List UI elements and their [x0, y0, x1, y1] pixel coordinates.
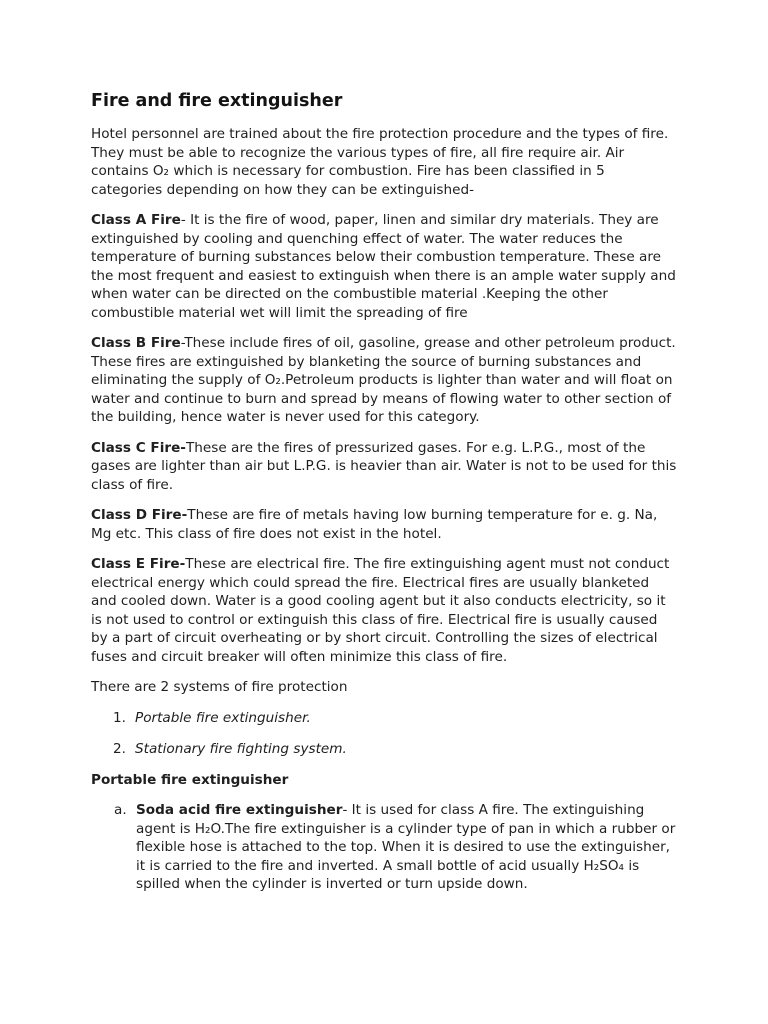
class-c-term: Class C Fire- [91, 439, 186, 456]
portable-item-text: - It is used for class A fire. The extinguishing agent is H₂O.The fire extinguisher is a cylinder type of pan in which a rubber or flexible hose is attached to the top. When it is desired to use the extinguisher, it is carried to the fire and inverted. A small bottle of acid usually H₂SO₄ is spilled when the cylinder is inverted or turn upside down. [136, 802, 676, 892]
systems-intro: There are 2 systems of fire protection [91, 679, 348, 695]
class-e-term: Class E Fire- [91, 556, 186, 572]
document-title: Fire and fire extinguisher [91, 91, 343, 111]
list-number: 1. [113, 709, 126, 726]
class-d-term: Class D Fire- [91, 507, 188, 523]
list-text: Portable fire extinguisher. [135, 709, 311, 726]
class-d-paragraph [91, 506, 678, 543]
class-e-paragraph [91, 555, 678, 666]
systems-list [91, 709, 678, 759]
list-item [113, 740, 678, 759]
list-text: Stationary fire fighting system. [135, 740, 347, 757]
portable-item-term: Soda acid fire extinguisher [136, 802, 343, 818]
class-b-text: -These include fires of oil, gasoline, grease and other petroleum product. These fires are extinguished by blanketing the source of burning substances and eliminating the supply of O₂.Petroleum products is lighter than water and will float on water and continue to burn and spread by means of flowing water to other section of the building, hence water is never used for this category. [91, 335, 676, 425]
portable-list [91, 801, 678, 894]
list-letter: a. [114, 802, 127, 818]
class-d-text: These are fire of metals having low burning temperature for e. g. Na, Mg etc. This class of fire does not exist in the hotel. [91, 507, 658, 542]
class-b-paragraph [91, 334, 678, 427]
list-item [114, 801, 678, 894]
class-e-text: These are electrical fire. The fire extinguishing agent must not conduct electrical energy which could spread the fire. Electrical fires are usually blanketed and cooled down. Water is a good cooling agent but it also conducts electricity, so it is not used to control or extinguish this class of fire. Electrical fire is usually caused by a part of circuit overheating or by short circuit. Controlling the sizes of electrical fuses and circuit breaker will often minimize this class of fire. [91, 556, 670, 665]
class-c-text: These are the fires of pressurized gases. For e.g. L.P.G., most of the gases are lighter than air but L.P.G. is heavier than air. Water is not to be used for this class of fire. [91, 439, 677, 493]
list-item [113, 709, 678, 728]
list-number: 2. [113, 740, 126, 757]
class-a-paragraph [91, 211, 678, 322]
class-a-term: Class A Fire [91, 212, 181, 228]
class-b-term: Class B Fire [91, 335, 181, 351]
portable-heading: Portable fire extinguisher [91, 771, 289, 788]
list-body [136, 801, 678, 894]
class-c-paragraph [91, 439, 678, 495]
intro-paragraph: Hotel personnel are trained about the fire protection procedure and the types of fire. They must be able to recognize the various types of fire, all fire require air. Air contains O₂ which is necessary for combustion. Fire has been classified in 5 categories depending on how they can be extinguished- [91, 126, 669, 198]
class-a-text: - It is the fire of wood, paper, linen and similar dry materials. They are extinguished by cooling and quenching effect of water. The water reduces the temperature of burning substances below their combustion temperature. These are the most frequent and easiest to extinguish when there is an ample water supply and when water can be directed on the combustible material .Keeping the other combustible material wet will limit the spreading of fire [91, 212, 676, 321]
